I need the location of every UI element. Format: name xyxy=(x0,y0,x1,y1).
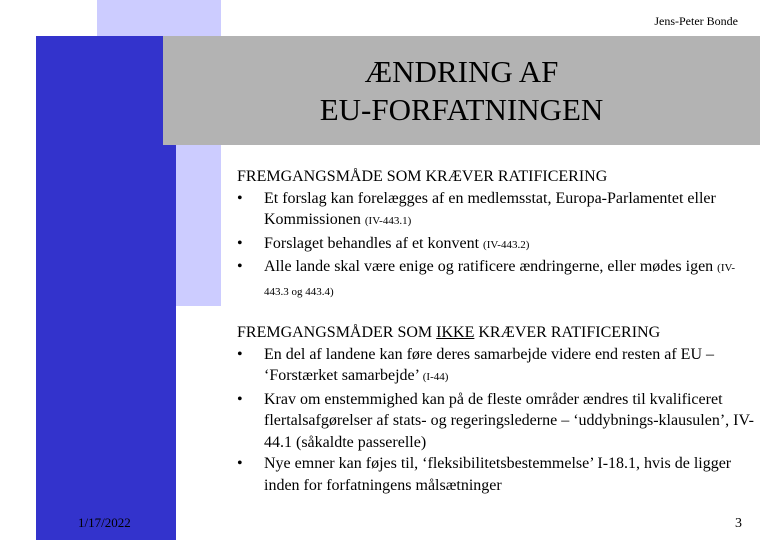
bullet-icon: • xyxy=(237,189,243,207)
author-name: Jens-Peter Bonde xyxy=(654,14,738,28)
slide-content xyxy=(237,166,757,496)
bullet-icon: • xyxy=(237,390,243,408)
bullet-text: Nye emner kan føjes til, ‘fleksibilitetsbestemmelse’ I-18.1, hvis de ligger inden for forfatningens målsætninger xyxy=(264,455,732,494)
bullet-reference: (IV-443.3 og 443.4) xyxy=(264,262,736,298)
bullet-list xyxy=(237,188,757,304)
bullet-list xyxy=(237,344,757,497)
section-heading xyxy=(237,322,757,344)
heading-post: KRÆVER RATIFICERING xyxy=(474,324,661,341)
bullet-reference: (IV-443.1) xyxy=(364,215,412,227)
list-item xyxy=(237,256,757,303)
list-item xyxy=(237,344,757,389)
bullet-text: Forslaget behandles af et konvent xyxy=(264,234,484,252)
heading-pre: FREMGANGSMÅDER SOM xyxy=(237,324,437,341)
decorative-blue-bar xyxy=(36,36,176,540)
bullet-text: Alle lande skal være enige og ratificere ændringerne, eller mødes igen xyxy=(264,258,718,275)
bullet-text: Krav om enstemmighed kan på de fleste områder ændres til kvalificeret flertalsafgørelser af stats- og regeringslederne – ‘uddybnings-klausulen’, IV-44.1 (såkaldte passerelle) xyxy=(264,390,754,451)
bullet-icon: • xyxy=(237,234,243,252)
heading-emphasis: IKKE xyxy=(436,324,475,341)
list-item xyxy=(237,389,757,454)
bullet-icon: • xyxy=(237,455,243,472)
title-line-1: ÆNDRING AF xyxy=(364,53,559,89)
page-number: 3 xyxy=(735,516,742,531)
list-item xyxy=(237,453,757,496)
title-box xyxy=(163,36,760,145)
list-item xyxy=(237,233,757,257)
bullet-text: En del af landene kan føre deres samarbejde videre end resten af EU – ‘Forstærket samarbejde’ xyxy=(264,345,715,384)
list-item xyxy=(237,188,757,233)
slide-date: 1/17/2022 xyxy=(78,515,131,530)
bullet-reference: (I-44) xyxy=(422,371,449,383)
bullet-icon: • xyxy=(237,345,243,363)
section-no-ratification xyxy=(237,322,757,496)
section-heading: FREMGANGSMÅDE SOM KRÆVER RATIFICERING xyxy=(237,168,608,185)
bullet-reference: (IV-443.2) xyxy=(483,238,530,251)
bullet-text: Et forslag kan forelægges af en medlemsstat, Europa-Parlamentet eller Kommissionen xyxy=(264,189,716,228)
title-line-2: EU-FORFATNINGEN xyxy=(319,91,604,127)
slide-title xyxy=(320,53,604,129)
bullet-icon: • xyxy=(237,258,243,275)
section-ratification xyxy=(237,166,757,303)
